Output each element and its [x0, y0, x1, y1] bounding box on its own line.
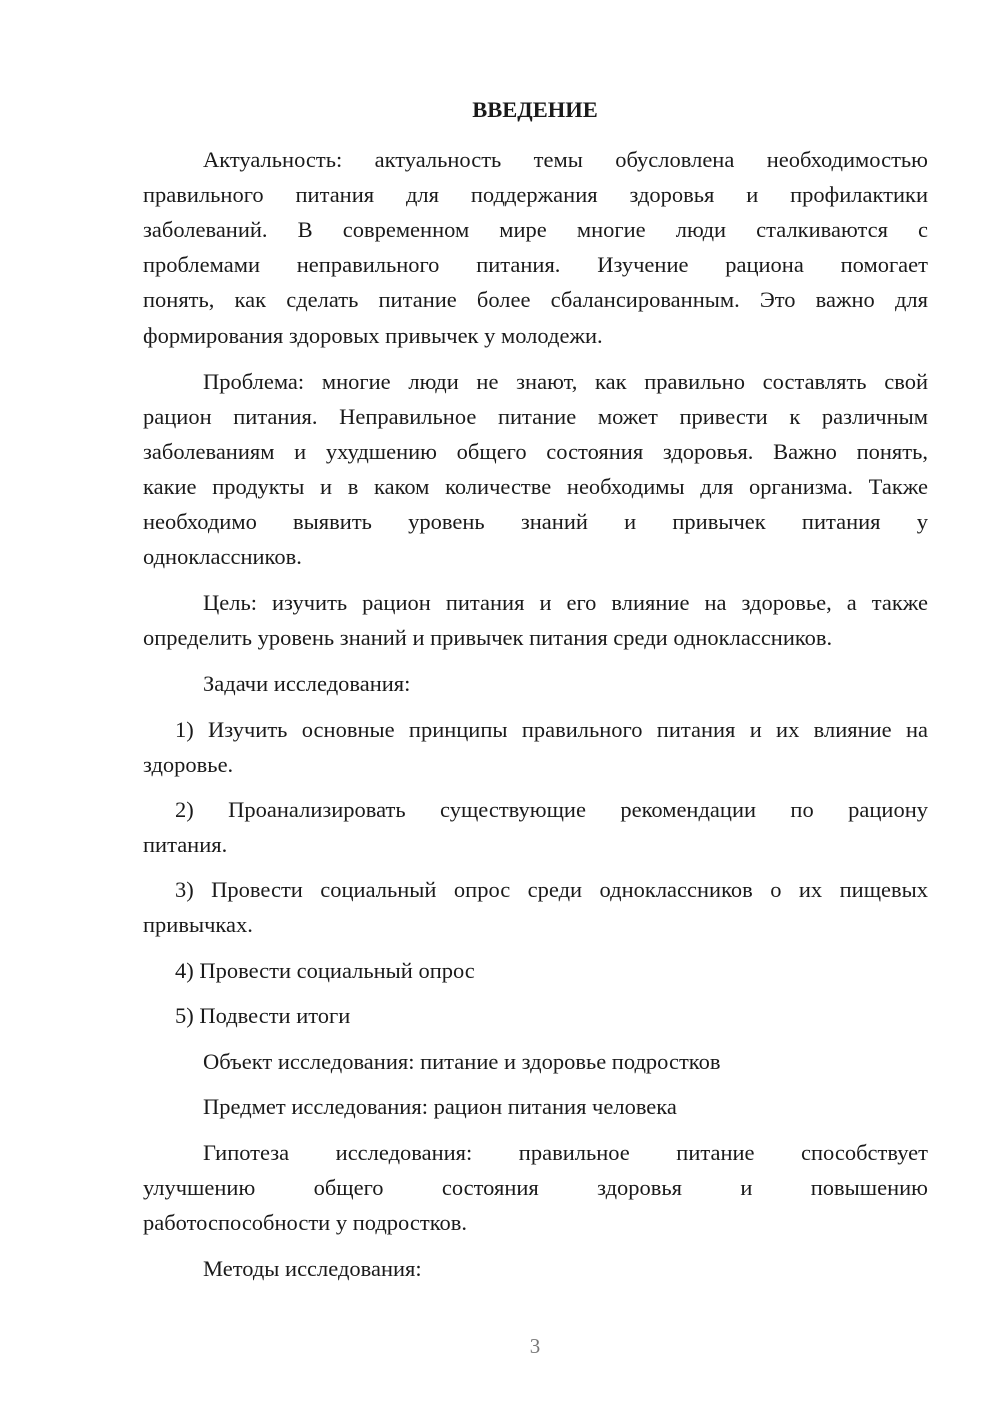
- text-line: какие продукты и в каком количестве необходимы для организма. Также: [143, 474, 928, 499]
- text-line: формирования здоровых привычек у молодежи.: [143, 323, 603, 348]
- research-object: Объект исследования: питание и здоровье подростков: [203, 1049, 721, 1074]
- text-line: понять, как сделать питание более сбалансированным. Это важно для: [143, 287, 928, 312]
- task-item: 5) Подвести итоги: [175, 1003, 351, 1028]
- text-line: заболеваниям и ухудшению общего состояния здоровья. Важно понять,: [143, 439, 928, 464]
- tasks-heading: Задачи исследования:: [203, 671, 411, 696]
- text-line: необходимо выявить уровень знаний и привычек питания у: [143, 509, 928, 534]
- research-methods: Методы исследования:: [203, 1256, 422, 1281]
- task-item-cont: здоровье.: [143, 752, 234, 777]
- task-item: 2) Проанализировать существующие рекомендации по рациону: [175, 797, 928, 822]
- task-item: 4) Провести социальный опрос: [175, 958, 475, 983]
- text-line: определить уровень знаний и привычек питания среди одноклассников.: [143, 625, 833, 650]
- task-item: 3) Провести социальный опрос среди одноклассников о их пищевых: [175, 877, 928, 902]
- text-line: правильного питания для поддержания здоровья и профилактики: [143, 182, 928, 207]
- task-item: 1) Изучить основные принципы правильного питания и их влияние на: [175, 717, 928, 742]
- text-line: одноклассников.: [143, 544, 302, 569]
- text-line: рацион питания. Неправильное питание может привести к различным: [143, 404, 928, 429]
- text-line: работоспособности у подростков.: [143, 1210, 467, 1235]
- text-line: Гипотеза исследования: правильное питание способствует: [203, 1140, 928, 1165]
- text-line: Актуальность: актуальность темы обусловлена необходимостью: [203, 147, 928, 172]
- page-number: 3: [529, 1334, 541, 1358]
- task-item-cont: питания.: [143, 832, 228, 857]
- text-line: заболеваний. В современном мире многие люди сталкиваются с: [143, 217, 928, 242]
- research-subject: Предмет исследования: рацион питания человека: [203, 1094, 677, 1119]
- page-title: ВВЕДЕНИЕ: [472, 97, 598, 122]
- text-line: Проблема: многие люди не знают, как правильно составлять свой: [203, 369, 928, 394]
- text-line: улучшению общего состояния здоровья и повышению: [143, 1175, 928, 1200]
- text-line: Цель: изучить рацион питания и его влияние на здоровье, а также: [203, 590, 928, 615]
- task-item-cont: привычках.: [143, 912, 253, 937]
- text-line: проблемами неправильного питания. Изучение рациона помогает: [143, 252, 928, 277]
